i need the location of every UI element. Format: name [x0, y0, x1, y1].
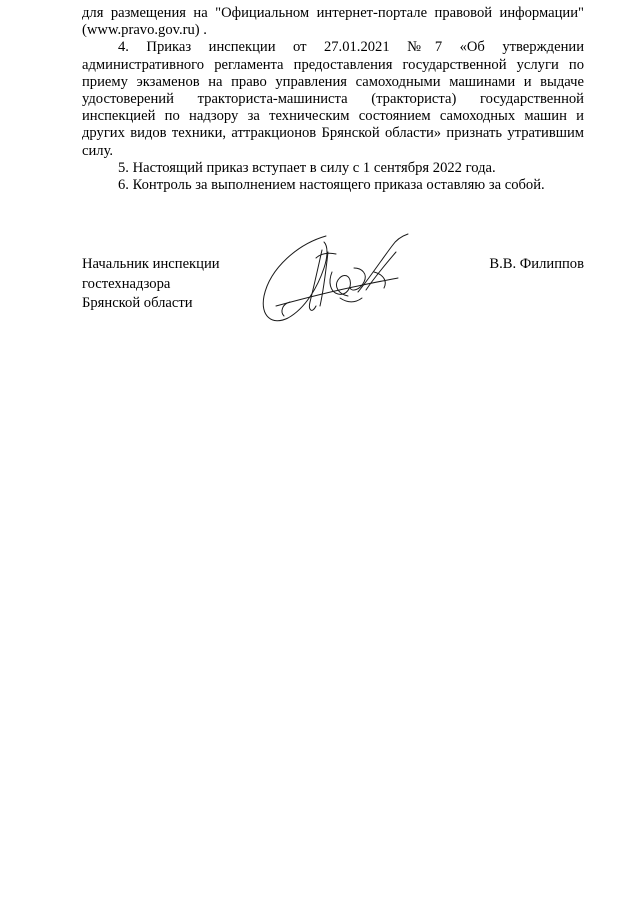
position-line-1: Начальник инспекции [82, 256, 220, 272]
signatory-position [82, 255, 282, 314]
position-line-3: Брянской области [82, 295, 193, 311]
item-5-paragraph: 5. Настоящий приказ вступает в силу с 1 сентября 2022 года. [118, 159, 496, 176]
position-line-2: гостехнадзора [82, 275, 171, 292]
handwritten-signature [258, 228, 418, 328]
signatory-name: В.В. Филиппов [489, 256, 584, 272]
continuation-paragraph: для размещения на "Официальном интернет-портале правовой информации" (www.pravo.gov.ru) . [82, 5, 584, 39]
item-6-paragraph: 6. Контроль за выполнением настоящего приказа оставляю за собой. [118, 177, 545, 194]
item-4-paragraph: 4. Приказ инспекции от 27.01.2021 №7 «Об утверждении административного регламента предоставления государственной услуги по приему экзаменов на право управления самоходными машинами и выдаче удостоверений тракториста-машиниста (тракториста) государственной инспекцией по надзору за техническим состоянием самоходных машин и других видов техники, аттракционов Брянской области» признать утратившим силу. [82, 39, 584, 159]
document-body [82, 5, 584, 194]
